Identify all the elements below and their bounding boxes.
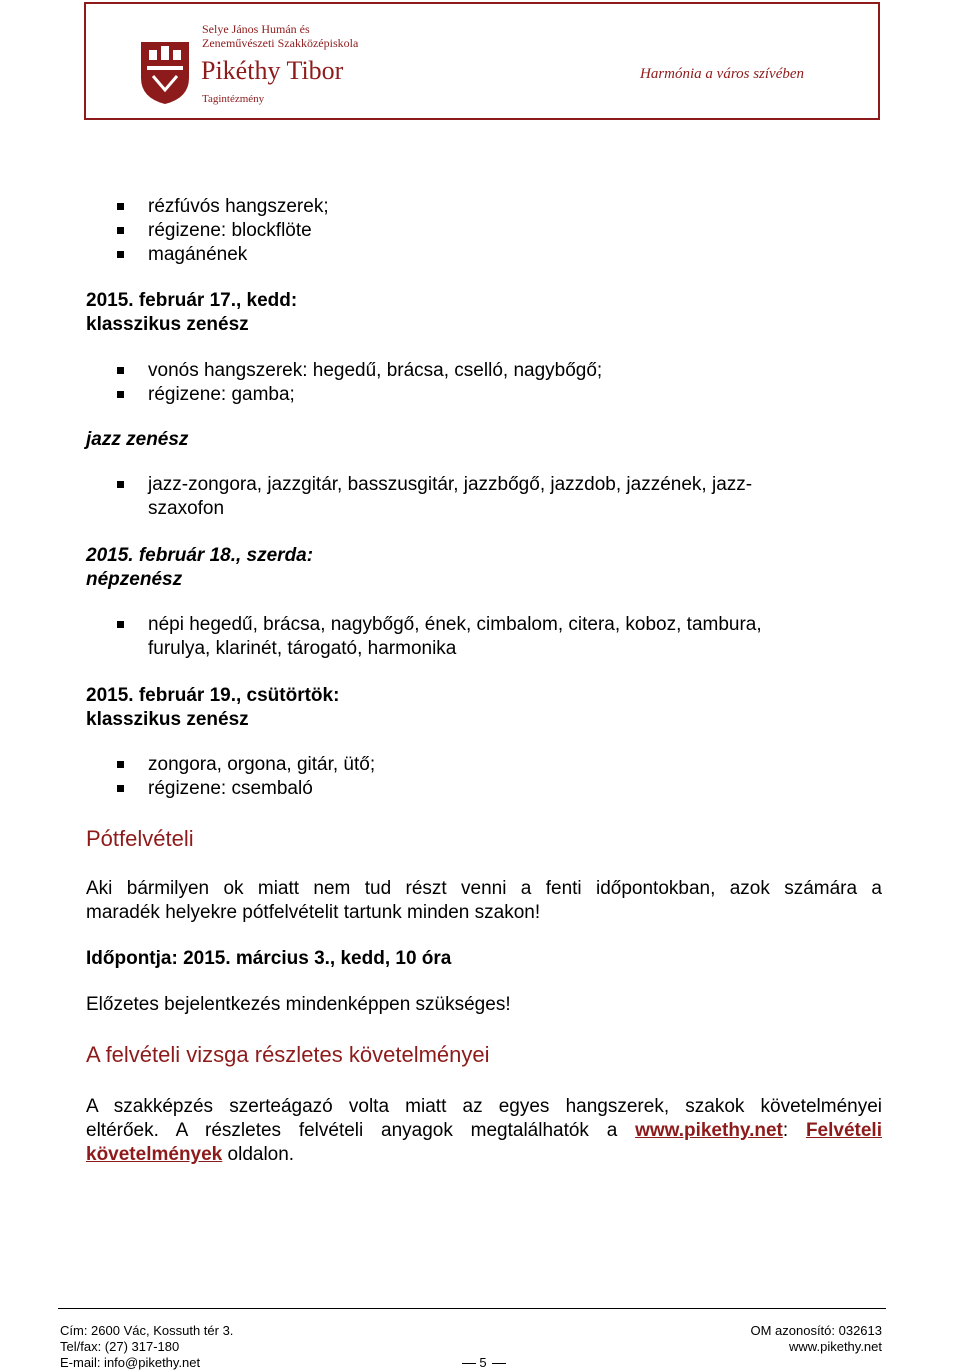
footer-om-id: OM azonosító: 032613 <box>750 1323 882 1338</box>
section-title: Pótfelvételi <box>86 826 194 851</box>
registration-note: Előzetes bejelentkezés mindenképpen szükséges! <box>86 994 511 1015</box>
weekday: , kedd: <box>235 290 298 311</box>
bullet-icon <box>117 227 124 234</box>
makeup-date-rest: , kedd, 10 óra <box>329 948 452 969</box>
footer-address: Cím: 2600 Vác, Kossuth tér 3. <box>60 1323 234 1338</box>
list-item: jazz-zongora, jazzgitár, basszusgitár, jazzbőgő, jazzdob, jazzének, jazz- <box>148 474 753 495</box>
category-heading: klasszikus zenész <box>86 709 249 730</box>
paragraph-line: maradék helyekre pótfelvételit tartunk minden szakon! <box>86 902 541 923</box>
list-item: régizene: blockflöte <box>148 220 312 241</box>
date: 2015. február 19. <box>86 685 236 706</box>
bullet-icon <box>117 203 124 210</box>
date: 2015. február 17. <box>86 290 236 311</box>
bullet-icon <box>117 367 124 374</box>
motto: Harmónia a város szívében <box>640 66 805 82</box>
bullet-icon <box>117 621 124 628</box>
bullet-icon <box>117 251 124 258</box>
date-heading <box>86 684 339 708</box>
makeup-date <box>86 947 451 971</box>
footer-email: E-mail: info@pikethy.net <box>60 1355 201 1370</box>
list-item-continuation: furulya, klarinét, tárogató, harmonika <box>148 638 457 659</box>
footer-phone: Tel/fax: (27) 317-180 <box>60 1339 180 1354</box>
footer-website[interactable]: www.pikethy.net <box>789 1339 882 1354</box>
list-item: régizene: gamba; <box>148 384 295 405</box>
bullet-icon <box>117 481 124 488</box>
bullet-icon <box>117 391 124 398</box>
category-heading: népzenész <box>86 569 183 590</box>
institution-name: Pikéthy Tibor <box>201 56 344 85</box>
paragraph-text: eltérőek. A részletes felvételi anyagok megtalálhatók a <box>86 1120 636 1141</box>
date-heading <box>86 544 313 568</box>
bullet-icon <box>117 761 124 768</box>
paragraph-line <box>86 1119 882 1143</box>
makeup-date-label: Időpontja: 2015. március 3. <box>86 948 330 969</box>
school-name-line1: Selye János Humán és <box>202 22 310 36</box>
page-number-dash <box>462 1363 476 1364</box>
paragraph-text: oldalon. <box>222 1144 295 1165</box>
website-link[interactable]: www.pikethy.net <box>635 1120 783 1141</box>
page-number-dash <box>492 1363 506 1364</box>
list-item: rézfúvós hangszerek; <box>148 196 329 217</box>
weekday: , csütörtök: <box>235 685 340 706</box>
list-item: régizene: csembaló <box>148 778 313 799</box>
requirements-link[interactable]: Felvételi <box>805 1120 882 1141</box>
paragraph-line: A szakképzés szerteágazó volta miatt az egyes hangszerek, szakok követelményei <box>86 1096 882 1117</box>
list-item: népi hegedű, brácsa, nagybőgő, ének, cimbalom, citera, koboz, tambura, <box>148 614 762 635</box>
list-item: zongora, orgona, gitár, ütő; <box>148 754 376 775</box>
category-heading: jazz zenész <box>86 429 189 450</box>
section-title: A felvételi vizsga részletes követelményei <box>86 1042 490 1067</box>
institution-subtitle: Tagintézmény <box>202 93 265 105</box>
page-number: 5 <box>479 1355 487 1370</box>
date-heading <box>86 289 297 313</box>
separator-text: : <box>782 1120 806 1141</box>
date: 2015. február 18. <box>86 545 236 566</box>
category-heading: klasszikus zenész <box>86 314 249 335</box>
list-item: magánének <box>148 244 248 265</box>
school-crest-icon <box>137 40 193 104</box>
school-name-line2: Zeneművészeti Szakközépiskola <box>202 36 359 50</box>
paragraph-line: Aki bármilyen ok miatt nem tud részt venni a fenti időpontokban, azok számára a <box>86 878 882 899</box>
weekday: , szerda: <box>235 545 314 566</box>
footer-divider <box>58 1308 886 1309</box>
list-item: vonós hangszerek: hegedű, brácsa, cselló, nagybőgő; <box>148 360 603 381</box>
list-item-continuation: szaxofon <box>148 498 225 519</box>
requirements-link-continued[interactable]: követelmények <box>86 1144 223 1165</box>
paragraph-line <box>86 1143 882 1167</box>
bullet-icon <box>117 785 124 792</box>
